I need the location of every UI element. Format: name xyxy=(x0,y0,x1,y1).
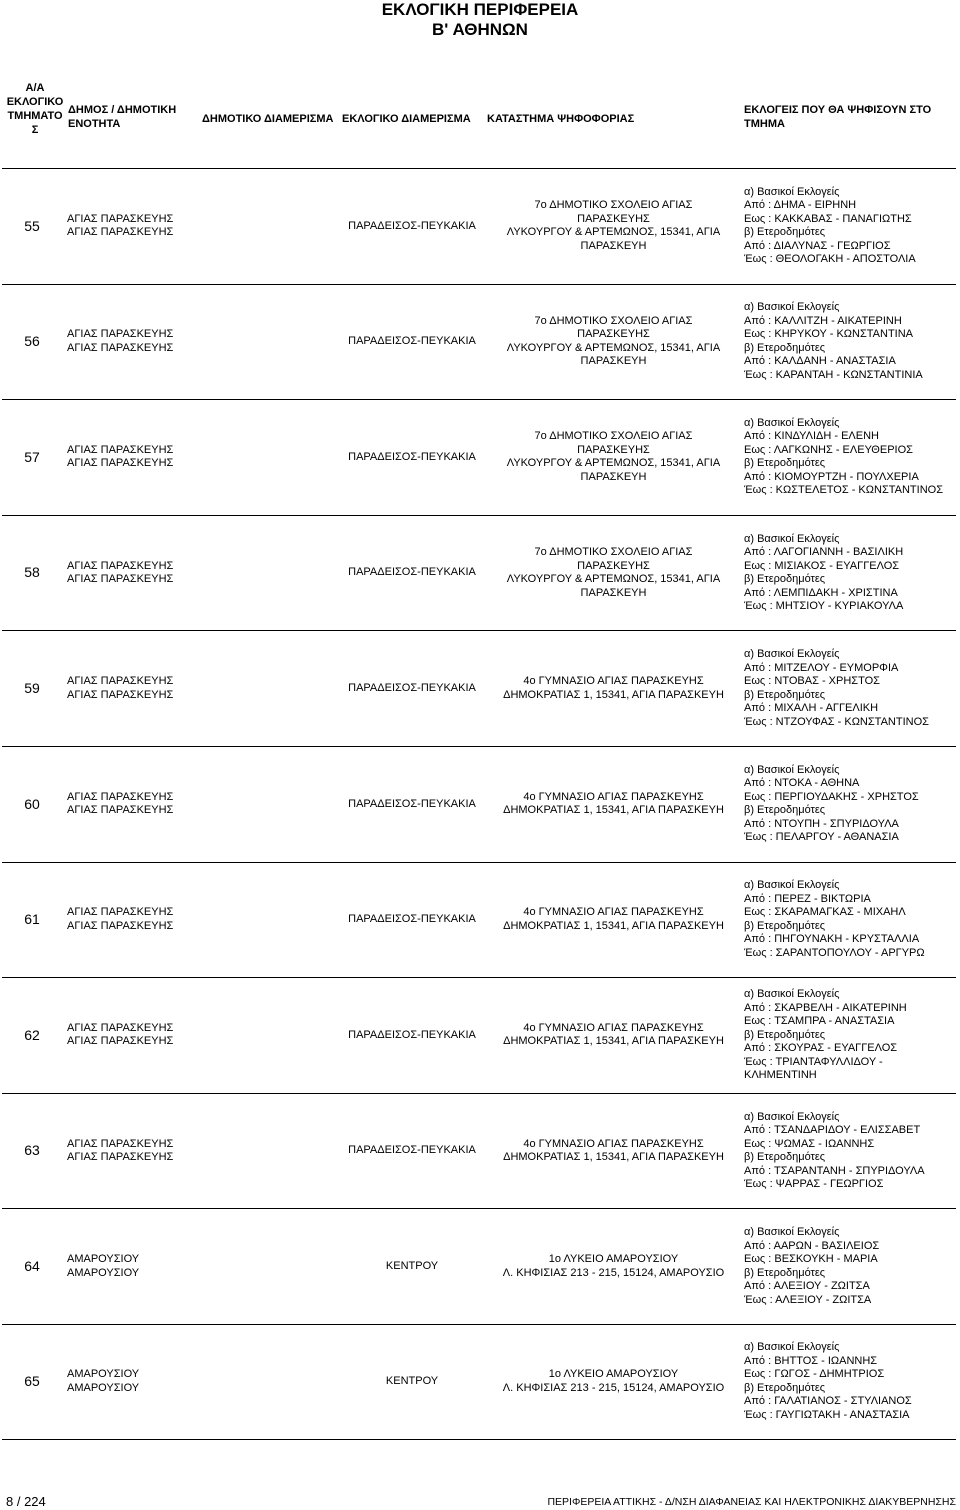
voters-line: Έως : ΜΗΤΣΙΟΥ - ΚΥΡΙΑΚΟΥΛΑ xyxy=(744,600,904,613)
voters-line: α) Βασικοί Εκλογείς xyxy=(744,1226,840,1239)
table-row xyxy=(2,284,956,400)
electoral-district-cell: ΠΑΡΑΔΕΙΣΟΣ-ΠΕΥΚΑΚΙΑ xyxy=(348,681,476,694)
header-voters-line: ΕΚΛΟΓΕΙΣ ΠΟΥ ΘΑ ΨΗΦΙΣΟΥΝ ΣΤΟ xyxy=(744,104,932,116)
polling-station-line: 7ο ΔΗΜΟΤΙΚΟ ΣΧΟΛΕΙΟ ΑΓΙΑΣ xyxy=(534,546,693,559)
header-katastima: ΚΑΤΑΣΤΗΜΑ ΨΗΦΟΦΟΡΙΑΣ xyxy=(487,113,635,125)
polling-station-line: 7ο ΔΗΜΟΤΙΚΟ ΣΧΟΛΕΙΟ ΑΓΙΑΣ xyxy=(534,430,693,443)
polling-station-cell xyxy=(487,1325,740,1439)
voters-line: Από : ΑΑΡΩΝ - ΒΑΣΙΛΕΙΟΣ xyxy=(744,1239,880,1252)
header-aa-line: Α/Α xyxy=(25,82,45,94)
municipality-line: ΑΓΙΑΣ ΠΑΡΑΣΚΕΥΗΣ xyxy=(67,226,174,239)
section-number: 58 xyxy=(24,564,40,581)
table-row xyxy=(2,168,956,284)
voters-line: Έως : ΤΡΙΑΝΤΑΦΥΛΛΙΔΟΥ - xyxy=(744,1055,883,1068)
voters-line: α) Βασικοί Εκλογείς xyxy=(744,1110,840,1123)
header-dimotiko-diamerisma: ΔΗΜΟΤΙΚΟ ΔΙΑΜΕΡΙΣΜΑ xyxy=(202,113,334,125)
voters-line: Εως : ΣΚΑΡΑΜΑΓΚΑΣ - ΜΙΧΑΗΛ xyxy=(744,906,906,919)
municipality-line: ΑΜΑΡΟΥΣΙΟΥ xyxy=(67,1266,140,1279)
polling-station-line: ΛΥΚΟΥΡΓΟΥ & ΑΡΤΕΜΩΝΟΣ, 15341, ΑΓΙΑ xyxy=(506,457,721,470)
municipality-line: ΑΓΙΑΣ ΠΑΡΑΣΚΕΥΗΣ xyxy=(67,906,174,919)
header-dimos xyxy=(68,103,176,131)
footer-organization: ΠΕΡΙΦΕΡΕΙΑ ΑΤΤΙΚΗΣ - Δ/ΝΣΗ ΔΙΑΦΑΝΕΙΑΣ ΚΑΙ ΗΛΕΚΤΡΟΝΙΚΗΣ ΔΙΑΚΥΒΕΡΝΗΣΗΣ xyxy=(547,1496,956,1508)
voters-cell xyxy=(744,285,956,400)
voters-line: β) Ετεροδημότες xyxy=(744,688,826,701)
municipality-line: ΑΓΙΑΣ ΠΑΡΑΣΚΕΥΗΣ xyxy=(67,1035,174,1048)
voters-line: Από : ΒΗΤΤΟΣ - ΙΩΑΝΝΗΣ xyxy=(744,1354,878,1367)
voters-cell xyxy=(744,400,956,515)
municipal-district-cell xyxy=(257,400,337,515)
voters-line: β) Ετεροδημότες xyxy=(744,804,826,817)
municipality-cell xyxy=(67,1209,257,1324)
municipal-district-cell xyxy=(257,169,337,284)
polling-station-line: ΠΑΡΑΣΚΕΥΗ xyxy=(580,586,647,599)
document-title: ΕΚΛΟΓΙΚΗ ΠΕΡΙΦΕΡΕΙΑ xyxy=(381,0,579,19)
voters-line: β) Ετεροδημότες xyxy=(744,1381,826,1394)
polling-station-cell xyxy=(487,516,740,631)
polling-station-line: 7ο ΔΗΜΟΤΙΚΟ ΣΧΟΛΕΙΟ ΑΓΙΑΣ xyxy=(534,314,693,327)
voters-line: α) Βασικοί Εκλογείς xyxy=(744,532,840,545)
municipal-district-cell xyxy=(257,631,337,746)
section-number: 56 xyxy=(24,333,40,350)
section-number: 57 xyxy=(24,448,40,465)
municipality-cell xyxy=(67,516,257,631)
municipality-line: ΑΓΙΑΣ ΠΑΡΑΣΚΕΥΗΣ xyxy=(67,341,174,354)
electoral-district-cell: ΠΑΡΑΔΕΙΣΟΣ-ΠΕΥΚΑΚΙΑ xyxy=(348,219,476,232)
voters-line: Από : ΝΤΟΥΠΗ - ΣΠΥΡΙΔΟΥΛΑ xyxy=(744,817,899,830)
electoral-district-cell: ΠΑΡΑΔΕΙΣΟΣ-ΠΕΥΚΑΚΙΑ xyxy=(348,566,476,579)
municipality-cell xyxy=(67,169,257,284)
polling-station-line: ΠΑΡΑΣΚΕΥΗΣ xyxy=(577,212,650,225)
section-number: 64 xyxy=(24,1257,40,1274)
header-voters-line: ΤΜΗΜΑ xyxy=(744,118,785,130)
header-dimos-line: ΕΝΟΤΗΤΑ xyxy=(68,118,121,130)
polling-station-line: 1ο ΛΥΚΕΙΟ ΑΜΑΡΟΥΣΙΟΥ xyxy=(548,1253,679,1266)
voters-line: Έως : ΨΑΡΡΑΣ - ΓΕΩΡΓΙΟΣ xyxy=(744,1178,884,1191)
voters-cell xyxy=(744,1325,956,1439)
polling-station-line: 1ο ΛΥΚΕΙΟ ΑΜΑΡΟΥΣΙΟΥ xyxy=(548,1368,679,1381)
voters-line: α) Βασικοί Εκλογείς xyxy=(744,301,840,314)
municipal-district-cell xyxy=(257,1325,337,1439)
voters-line: Έως : ΑΛΕΞΙΟΥ - ΖΩΙΤΣΑ xyxy=(744,1293,872,1306)
municipality-line: ΑΓΙΑΣ ΠΑΡΑΣΚΕΥΗΣ xyxy=(67,328,174,341)
polling-station-text xyxy=(503,675,724,702)
municipality-cell xyxy=(67,747,257,862)
header-aa-line: Σ xyxy=(31,124,39,136)
polling-station-line: ΠΑΡΑΣΚΕΥΗΣ xyxy=(577,559,650,572)
voters-line: α) Βασικοί Εκλογείς xyxy=(744,416,840,429)
electoral-district-cell: ΚΕΝΤΡΟΥ xyxy=(385,1374,439,1387)
voters-line: β) Ετεροδημότες xyxy=(744,1151,826,1164)
voters-line: Από : ΚΙΝΔΥΛΙΔΗ - ΕΛΕΝΗ xyxy=(744,430,879,443)
section-number: 60 xyxy=(24,795,40,812)
voters-line: Από : ΣΚΑΡΒΕΛΗ - ΑΙΚΑΤΕΡΙΝΗ xyxy=(744,1001,907,1014)
electoral-district-cell: ΠΑΡΑΔΕΙΣΟΣ-ΠΕΥΚΑΚΙΑ xyxy=(348,450,476,463)
polling-station-text xyxy=(507,430,720,484)
polling-station-cell xyxy=(487,631,740,746)
polling-station-line: 4ο ΓΥΜΝΑΣΙΟ ΑΓΙΑΣ ΠΑΡΑΣΚΕΥΗΣ xyxy=(523,1137,704,1150)
section-number: 55 xyxy=(24,217,40,234)
municipal-district-cell xyxy=(257,1209,337,1324)
table-row xyxy=(2,515,956,631)
voters-line: β) Ετεροδημότες xyxy=(744,457,826,470)
voters-line: Από : ΛΕΜΠΙΔΑΚΗ - ΧΡΙΣΤΙΝΑ xyxy=(744,586,898,599)
document-subtitle: Β' ΑΘΗΝΩΝ xyxy=(432,20,528,39)
table-row xyxy=(2,1324,956,1440)
electoral-district-cell: ΠΑΡΑΔΕΙΣΟΣ-ΠΕΥΚΑΚΙΑ xyxy=(348,797,476,810)
voters-line: Από : ΛΑΓΟΓΙΑΝΝΗ - ΒΑΣΙΛΙΚΗ xyxy=(744,546,904,559)
polling-station-cell xyxy=(487,1209,740,1324)
header-aa-line: ΕΚΛΟΓΙΚΟ xyxy=(6,96,64,108)
municipality-cell xyxy=(67,863,257,978)
voters-line: Εως : ΨΩΜΑΣ - ΙΩΑΝΝΗΣ xyxy=(744,1137,875,1150)
voters-line: Έως : ΚΑΡΑΝΤΑΗ - ΚΩΝΣΤΑΝΤΙΝΙΑ xyxy=(744,368,923,381)
polling-station-text xyxy=(503,791,724,818)
polling-station-text xyxy=(503,1022,724,1049)
voters-line: Από : ΔΙΑΛΥΝΑΣ - ΓΕΩΡΓΙΟΣ xyxy=(744,239,891,252)
voters-line: Έως : ΚΩΣΤΕΛΕΤΟΣ - ΚΩΝΣΤΑΝΤΙΝΟΣ xyxy=(744,484,943,497)
polling-station-line: ΛΥΚΟΥΡΓΟΥ & ΑΡΤΕΜΩΝΟΣ, 15341, ΑΓΙΑ xyxy=(506,226,721,239)
voters-line: Από : ΓΑΛΑΤΙΑΝΟΣ - ΣΤΥΛΙΑΝΟΣ xyxy=(744,1395,912,1408)
voters-line: Από : ΠΕΡΕΖ - ΒΙΚΤΩΡΙΑ xyxy=(744,892,871,905)
voters-line: β) Ετεροδημότες xyxy=(744,1266,826,1279)
section-number: 61 xyxy=(24,911,40,928)
municipality-line: ΑΓΙΑΣ ΠΑΡΑΣΚΕΥΗΣ xyxy=(67,457,174,470)
municipality-line: ΑΓΙΑΣ ΠΑΡΑΣΚΕΥΗΣ xyxy=(67,1151,174,1164)
voters-line: Έως : ΠΕΛΑΡΓΟΥ - ΑΘΑΝΑΣΙΑ xyxy=(744,831,899,844)
table-row xyxy=(2,1208,956,1324)
municipality-line: ΑΓΙΑΣ ΠΑΡΑΣΚΕΥΗΣ xyxy=(67,212,174,225)
municipality-line: ΑΓΙΑΣ ΠΑΡΑΣΚΕΥΗΣ xyxy=(67,688,174,701)
polling-station-cell xyxy=(487,285,740,400)
polling-station-text xyxy=(507,546,720,600)
polling-table xyxy=(2,168,956,1440)
polling-station-cell xyxy=(487,400,740,515)
municipal-district-cell xyxy=(257,863,337,978)
polling-station-line: ΠΑΡΑΣΚΕΥΗΣ xyxy=(577,443,650,456)
polling-station-line: ΠΑΡΑΣΚΕΥΗ xyxy=(580,470,647,483)
voters-line: α) Βασικοί Εκλογείς xyxy=(744,988,840,1001)
polling-station-line: ΠΑΡΑΣΚΕΥΗ xyxy=(580,239,647,252)
voters-line: Από : ΔΗΜΑ - ΕΙΡΗΝΗ xyxy=(744,199,857,212)
electoral-district-cell: ΠΑΡΑΔΕΙΣΟΣ-ΠΕΥΚΑΚΙΑ xyxy=(348,1028,476,1041)
header-aa-line: ΤΜΗΜΑΤΟ xyxy=(7,110,63,122)
municipality-cell xyxy=(67,1094,257,1209)
voters-cell xyxy=(744,516,956,631)
electoral-district-cell: ΚΕΝΤΡΟΥ xyxy=(385,1259,439,1272)
polling-station-cell xyxy=(487,1094,740,1209)
polling-station-cell xyxy=(487,863,740,978)
municipal-district-cell xyxy=(257,516,337,631)
table-row xyxy=(2,630,956,746)
header-aa xyxy=(4,81,66,137)
voters-line: α) Βασικοί Εκλογείς xyxy=(744,763,840,776)
voters-line: Εως : ΚΗΡΥΚΟΥ - ΚΩΝΣΤΑΝΤΙΝΑ xyxy=(744,328,914,341)
header-dimos-line: ΔΗΜΟΣ / ΔΗΜΟΤΙΚΗ xyxy=(68,104,177,116)
municipality-cell xyxy=(67,400,257,515)
municipality-line: ΑΜΑΡΟΥΣΙΟΥ xyxy=(67,1368,140,1381)
polling-station-line: 4ο ΓΥΜΝΑΣΙΟ ΑΓΙΑΣ ΠΑΡΑΣΚΕΥΗΣ xyxy=(523,675,704,688)
page-number: 8 / 224 xyxy=(6,1494,46,1509)
polling-station-cell xyxy=(487,978,740,1093)
municipality-line: ΑΓΙΑΣ ΠΑΡΑΣΚΕΥΗΣ xyxy=(67,804,174,817)
voters-line: Από : ΜΙΧΑΛΗ - ΑΓΓΕΛΙΚΗ xyxy=(744,702,879,715)
voters-line: Εως : ΝΤΟΒΑΣ - ΧΡΗΣΤΟΣ xyxy=(744,675,880,688)
municipality-cell xyxy=(67,285,257,400)
voters-line: Από : ΚΙΟΜΟΥΡΤΖΗ - ΠΟΥΛΧΕΡΙΑ xyxy=(744,470,919,483)
municipality-line: ΑΓΙΑΣ ΠΑΡΑΣΚΕΥΗΣ xyxy=(67,443,174,456)
voters-line: Εως : ΛΑΓΚΩΝΗΣ - ΕΛΕΥΘΕΡΙΟΣ xyxy=(744,443,913,456)
voters-line: Έως : ΓΑΥΓΙΩΤΑΚΗ - ΑΝΑΣΤΑΣΙΑ xyxy=(744,1408,910,1421)
voters-line: Έως : ΝΤΖΟΥΦΑΣ - ΚΩΝΣΤΑΝΤΙΝΟΣ xyxy=(744,715,929,728)
municipality-cell xyxy=(67,978,257,1093)
polling-station-line: 4ο ΓΥΜΝΑΣΙΟ ΑΓΙΑΣ ΠΑΡΑΣΚΕΥΗΣ xyxy=(523,790,704,803)
municipality-line: ΑΓΙΑΣ ΠΑΡΑΣΚΕΥΗΣ xyxy=(67,1137,174,1150)
polling-station-text xyxy=(503,1138,724,1165)
voters-line: Εως : ΚΑΚΚΑΒΑΣ - ΠΑΝΑΓΙΩΤΗΣ xyxy=(744,212,912,225)
polling-station-line: 4ο ΓΥΜΝΑΣΙΟ ΑΓΙΑΣ ΠΑΡΑΣΚΕΥΗΣ xyxy=(523,906,704,919)
section-number: 63 xyxy=(24,1142,40,1159)
municipal-district-cell xyxy=(257,747,337,862)
municipality-line: ΑΓΙΑΣ ΠΑΡΑΣΚΕΥΗΣ xyxy=(67,790,174,803)
municipality-line: ΑΜΑΡΟΥΣΙΟΥ xyxy=(67,1381,140,1394)
polling-station-text xyxy=(507,315,720,369)
table-row xyxy=(2,862,956,978)
municipal-district-cell xyxy=(257,285,337,400)
voters-line: Εως : ΠΕΡΓΙΟΥΔΑΚΗΣ - ΧΡΗΣΤΟΣ xyxy=(744,790,919,803)
municipality-line: ΑΓΙΑΣ ΠΑΡΑΣΚΕΥΗΣ xyxy=(67,675,174,688)
polling-station-cell xyxy=(487,169,740,284)
voters-cell xyxy=(744,631,956,746)
municipal-district-cell xyxy=(257,1094,337,1209)
voters-cell xyxy=(744,863,956,978)
municipality-line: ΑΓΙΑΣ ΠΑΡΑΣΚΕΥΗΣ xyxy=(67,1021,174,1034)
voters-line: Από : ΤΣΑΡΑΝΤΑΝΗ - ΣΠΥΡΙΔΟΥΛΑ xyxy=(744,1164,925,1177)
municipality-cell xyxy=(67,631,257,746)
section-number: 65 xyxy=(24,1372,40,1389)
header-voters xyxy=(744,103,931,131)
electoral-district-cell: ΠΑΡΑΔΕΙΣΟΣ-ΠΕΥΚΑΚΙΑ xyxy=(348,913,476,926)
municipal-district-cell xyxy=(257,978,337,1093)
voters-cell xyxy=(744,169,956,284)
voters-line: Από : ΑΛΕΞΙΟΥ - ΖΩΙΤΣΑ xyxy=(744,1280,870,1293)
polling-station-line: ΛΥΚΟΥΡΓΟΥ & ΑΡΤΕΜΩΝΟΣ, 15341, ΑΓΙΑ xyxy=(506,573,721,586)
voters-line: Από : ΠΗΓΟΥΝΑΚΗ - ΚΡΥΣΤΑΛΛΙΑ xyxy=(744,933,920,946)
polling-station-line: Λ. ΚΗΦΙΣΙΑΣ 213 - 215, 15124, ΑΜΑΡΟΥΣΙΟ xyxy=(502,1266,725,1279)
table-row xyxy=(2,399,956,515)
voters-line: β) Ετεροδημότες xyxy=(744,1028,826,1041)
voters-line: Εως : ΒΕΣΚΟΥΚΗ - ΜΑΡΙΑ xyxy=(744,1253,878,1266)
voters-line: β) Ετεροδημότες xyxy=(744,341,826,354)
voters-line: Από : ΚΑΛΛΙΤΖΗ - ΑΙΚΑΤΕΡΙΝΗ xyxy=(744,314,902,327)
polling-station-line: ΔΗΜΟΚΡΑΤΙΑΣ 1, 15341, ΑΓΙΑ ΠΑΡΑΣΚΕΥΗ xyxy=(503,688,724,701)
municipality-line: ΑΜΑΡΟΥΣΙΟΥ xyxy=(67,1253,140,1266)
voters-line: α) Βασικοί Εκλογείς xyxy=(744,185,840,198)
polling-station-line: ΔΗΜΟΚΡΑΤΙΑΣ 1, 15341, ΑΓΙΑ ΠΑΡΑΣΚΕΥΗ xyxy=(503,804,724,817)
polling-station-line: 7ο ΔΗΜΟΤΙΚΟ ΣΧΟΛΕΙΟ ΑΓΙΑΣ xyxy=(534,199,693,212)
voters-line: α) Βασικοί Εκλογείς xyxy=(744,648,840,661)
voters-line: Από : ΤΣΑΝΔΑΡΙΔΟΥ - ΕΛΙΣΣΑΒΕΤ xyxy=(744,1124,921,1137)
polling-station-line: ΔΗΜΟΚΡΑΤΙΑΣ 1, 15341, ΑΓΙΑ ΠΑΡΑΣΚΕΥΗ xyxy=(503,919,724,932)
voters-cell xyxy=(744,747,956,862)
voters-line: β) Ετεροδημότες xyxy=(744,226,826,239)
polling-station-line: ΔΗΜΟΚΡΑΤΙΑΣ 1, 15341, ΑΓΙΑ ΠΑΡΑΣΚΕΥΗ xyxy=(503,1151,724,1164)
voters-line: Από : ΚΑΛΔΑΝΗ - ΑΝΑΣΤΑΣΙΑ xyxy=(744,355,896,368)
voters-line: Εως : ΤΣΑΜΠΡΑ - ΑΝΑΣΤΑΣΙΑ xyxy=(744,1015,895,1028)
polling-station-line: 4ο ΓΥΜΝΑΣΙΟ ΑΓΙΑΣ ΠΑΡΑΣΚΕΥΗΣ xyxy=(523,1021,704,1034)
voters-line: Εως : ΜΙΣΙΑΚΟΣ - ΕΥΑΓΓΕΛΟΣ xyxy=(744,559,900,572)
voters-line: Εως : ΓΩΓΟΣ - ΔΗΜΗΤΡΙΟΣ xyxy=(744,1368,885,1381)
table-row xyxy=(2,746,956,862)
section-number: 59 xyxy=(24,679,40,696)
voters-cell xyxy=(744,1209,956,1324)
voters-line: β) Ετεροδημότες xyxy=(744,919,826,932)
voters-line: β) Ετεροδημότες xyxy=(744,573,826,586)
section-number: 62 xyxy=(24,1026,40,1043)
voters-line: ΚΛΗΜΕΝΤΙΝΗ xyxy=(744,1069,817,1082)
voters-line: α) Βασικοί Εκλογείς xyxy=(744,879,840,892)
municipality-cell xyxy=(67,1325,257,1439)
voters-line: Από : ΜΙΤΖΕΛΟΥ - ΕΥΜΟΡΦΙΑ xyxy=(744,661,899,674)
polling-station-line: ΠΑΡΑΣΚΕΥΗ xyxy=(580,355,647,368)
polling-station-text xyxy=(503,1368,724,1395)
voters-line: Έως : ΘΕΟΛΟΓΑΚΗ - ΑΠΟΣΤΟΛΙΑ xyxy=(744,253,916,266)
table-row xyxy=(2,977,956,1093)
table-row xyxy=(2,1093,956,1209)
voters-line: Από : ΣΚΟΥΡΑΣ - ΕΥΑΓΓΕΛΟΣ xyxy=(744,1042,898,1055)
polling-station-line: ΛΥΚΟΥΡΓΟΥ & ΑΡΤΕΜΩΝΟΣ, 15341, ΑΓΙΑ xyxy=(506,341,721,354)
voters-line: Έως : ΣΑΡΑΝΤΟΠΟΥΛΟΥ - ΑΡΓΥΡΩ xyxy=(744,946,925,959)
voters-line: Από : ΝΤΟΚΑ - ΑΘΗΝΑ xyxy=(744,777,860,790)
header-eklogiko-diamerisma: ΕΚΛΟΓΙΚΟ ΔΙΑΜΕΡΙΣΜΑ xyxy=(342,113,471,125)
polling-station-line: ΔΗΜΟΚΡΑΤΙΑΣ 1, 15341, ΑΓΙΑ ΠΑΡΑΣΚΕΥΗ xyxy=(503,1035,724,1048)
polling-station-line: ΠΑΡΑΣΚΕΥΗΣ xyxy=(577,328,650,341)
polling-station-text xyxy=(503,906,724,933)
municipality-line: ΑΓΙΑΣ ΠΑΡΑΣΚΕΥΗΣ xyxy=(67,919,174,932)
electoral-district-cell: ΠΑΡΑΔΕΙΣΟΣ-ΠΕΥΚΑΚΙΑ xyxy=(348,335,476,348)
electoral-district-cell: ΠΑΡΑΔΕΙΣΟΣ-ΠΕΥΚΑΚΙΑ xyxy=(348,1144,476,1157)
municipality-line: ΑΓΙΑΣ ΠΑΡΑΣΚΕΥΗΣ xyxy=(67,559,174,572)
voters-cell xyxy=(744,978,956,1093)
polling-station-text xyxy=(507,199,720,253)
voters-line: α) Βασικοί Εκλογείς xyxy=(744,1341,840,1354)
polling-station-text xyxy=(503,1253,724,1280)
polling-station-cell xyxy=(487,747,740,862)
voters-cell xyxy=(744,1094,956,1209)
municipality-line: ΑΓΙΑΣ ΠΑΡΑΣΚΕΥΗΣ xyxy=(67,573,174,586)
polling-station-line: Λ. ΚΗΦΙΣΙΑΣ 213 - 215, 15124, ΑΜΑΡΟΥΣΙΟ xyxy=(502,1381,725,1394)
